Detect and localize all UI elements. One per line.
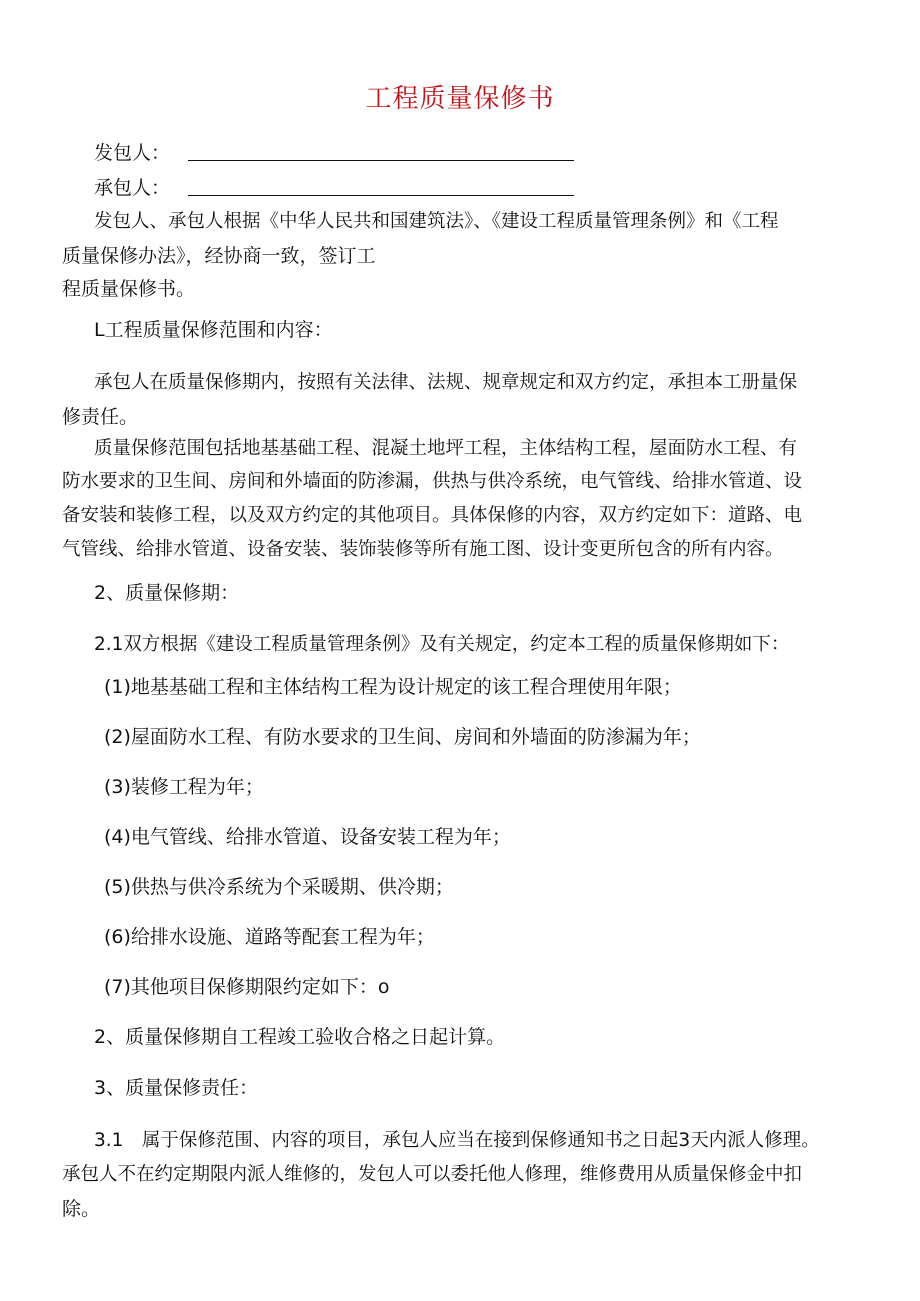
intro-line-2: 质量保修办法》，经协商一致，签订工 <box>62 245 376 267</box>
warranty-item-5: (5)供热与供冷系统为个采暖期、供冷期； <box>104 876 454 898</box>
s1-p2-line-2: 防水要求的卫生间、房间和外墙面的防渗漏，供热与供冷系统，电气管线、给排水管道、设 <box>62 471 803 492</box>
warranty-item-3: (3)装修工程为年； <box>104 776 264 798</box>
s1-p2-line-1: 质量保修范围包括地基基础工程、混凝土地坪工程，主体结构工程，屋面防水工程、有 <box>94 438 798 459</box>
contractor-label: 承包人： <box>94 177 171 199</box>
warranty-item-2: (2)屋面防水工程、有防水要求的卫生间、房间和外墙面的防渗漏为年； <box>104 726 701 748</box>
employer-blank-line <box>188 160 574 161</box>
employer-label: 发包人： <box>94 142 171 164</box>
s3-1-line-3: 除。 <box>62 1198 101 1220</box>
contractor-blank-line <box>188 195 574 196</box>
s1-p1-line-1: 承包人在质量保修期内，按照有关法律、法规、规章规定和双方约定，承担本工册量保 <box>94 372 798 393</box>
s1-p1-line-2: 修责任。 <box>62 406 139 428</box>
warranty-item-6: (6)给排水设施、道路等配套工程为年； <box>104 926 435 948</box>
warranty-item-1: (1)地基基础工程和主体结构工程为设计规定的该工程合理使用年限； <box>104 676 682 698</box>
warranty-item-4: (4)电气管线、给排水管道、设备安装工程为年； <box>104 826 511 848</box>
section-2-1: 2.1双方根据《建设工程质量管理条例》及有关规定，约定本工程的质量保修期如下： <box>94 634 790 655</box>
section-1-heading: L工程质量保修范围和内容： <box>94 319 333 341</box>
intro-line-3: 程质量保修书。 <box>62 278 196 300</box>
intro-line-1: 发包人、承包人根据《中华人民共和国建筑法》、《建设工程质量管理条例》和《工程 <box>94 211 779 232</box>
document-title: 工程质量保修书 <box>365 84 555 114</box>
s1-p2-line-3: 备安装和装修工程，以及双方约定的其他项目。具体保修的内容，双方约定如下：道路、电 <box>62 505 803 526</box>
warranty-item-7: (7)其他项目保修期限约定如下：o <box>104 976 390 998</box>
contractor-field <box>94 173 170 200</box>
section-2-heading: 2、质量保修期： <box>94 582 240 604</box>
section-2-2: 2、质量保修期自工程竣工验收合格之日起计算。 <box>94 1026 506 1048</box>
s1-p2-line-4: 气管线、给排水管道、设备安装、装饰装修等所有施工图、设计变更所包含的所有内容。 <box>62 539 784 560</box>
s3-1-line-2: 承包人不在约定期限内派人维修的，发包人可以委托他人修理，维修费用从质量保修金中扣 <box>62 1164 803 1185</box>
employer-field <box>94 138 170 165</box>
s3-1-line-1: 3.1 属于保修范围、内容的项目，承包人应当在接到保修通知书之日起3天内派人修理。 <box>94 1130 820 1151</box>
section-3-heading: 3、质量保修责任： <box>94 1077 259 1099</box>
